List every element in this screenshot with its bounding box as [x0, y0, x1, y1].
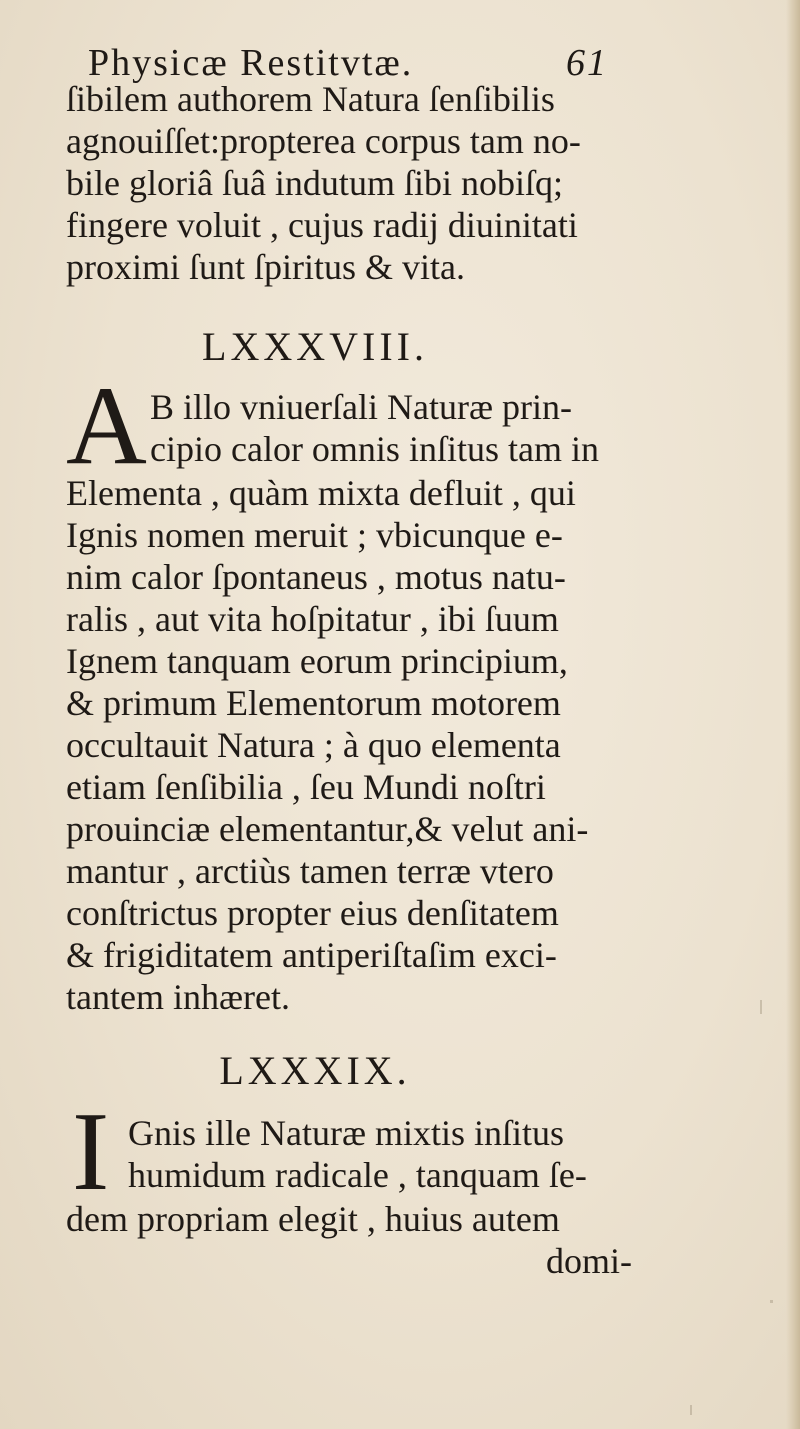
text-line: fingere voluit , cujus radij diuinitati — [66, 205, 578, 245]
text-line: & primum Elementorum motorem — [66, 683, 561, 723]
paper-speck — [770, 1300, 773, 1303]
text-line: & frigiditatem antiperiſtaſim exci- — [66, 935, 557, 975]
text-line: Gnis ille Naturæ mixtis inſitus — [128, 1113, 565, 1153]
text-line: nim calor ſpontaneus , motus natu- — [66, 557, 566, 597]
text-line: B illo vniuerſali Naturæ prin- — [150, 387, 572, 427]
text-line: ſibilem authorem Natura ſenſibilis — [66, 79, 555, 119]
section-heading-text: LXXXVIII. — [202, 324, 428, 369]
section-heading-text: LXXXIX. — [219, 1048, 411, 1093]
drop-cap: I — [72, 1090, 110, 1214]
text-line: conſtrictus propter eius denſitatem — [66, 893, 559, 933]
text-line: ralis , aut vita hoſpitatur , ibi ſuum — [66, 599, 559, 639]
section-heading — [0, 1046, 800, 1096]
page-number: 61 — [566, 42, 608, 84]
text-line: etiam ſenſibilia , ſeu Mundi noſtri — [66, 767, 546, 807]
paper-speck — [760, 1000, 762, 1014]
text-line: Ignem tanquam eorum principium, — [66, 641, 568, 681]
text-line: mantur , arctiùs tamen terræ vtero — [66, 851, 554, 891]
text-line: occultauit Natura ; à quo elementa — [66, 725, 561, 765]
drop-cap: A — [66, 364, 147, 488]
text-line: dem propriam elegit , huius autem — [66, 1199, 560, 1239]
text-line: tantem inhæret. — [66, 977, 290, 1017]
text-line: humidum radicale , tanquam ſe- — [128, 1155, 587, 1195]
text-line: cipio calor omnis inſitus tam in — [150, 429, 599, 469]
text-line: Elementa , quàm mixta defluit , qui — [66, 473, 576, 513]
paper-speck — [690, 1405, 692, 1415]
catchword: domi- — [546, 1241, 632, 1281]
text-line: Ignis nomen meruit ; vbicunque e- — [66, 515, 563, 555]
text-line: bile gloriâ ſuâ indutum ſibi nobiſq; — [66, 163, 563, 203]
page-edge-shadow — [786, 0, 800, 1429]
running-head-title: Physicæ Restitvtæ. — [88, 42, 414, 84]
text-line: agnouiſſet:propterea corpus tam no- — [66, 121, 581, 161]
text-line: prouinciæ elementantur,& velut ani- — [66, 809, 589, 849]
text-line: proximi ſunt ſpiritus & vita. — [66, 247, 465, 287]
